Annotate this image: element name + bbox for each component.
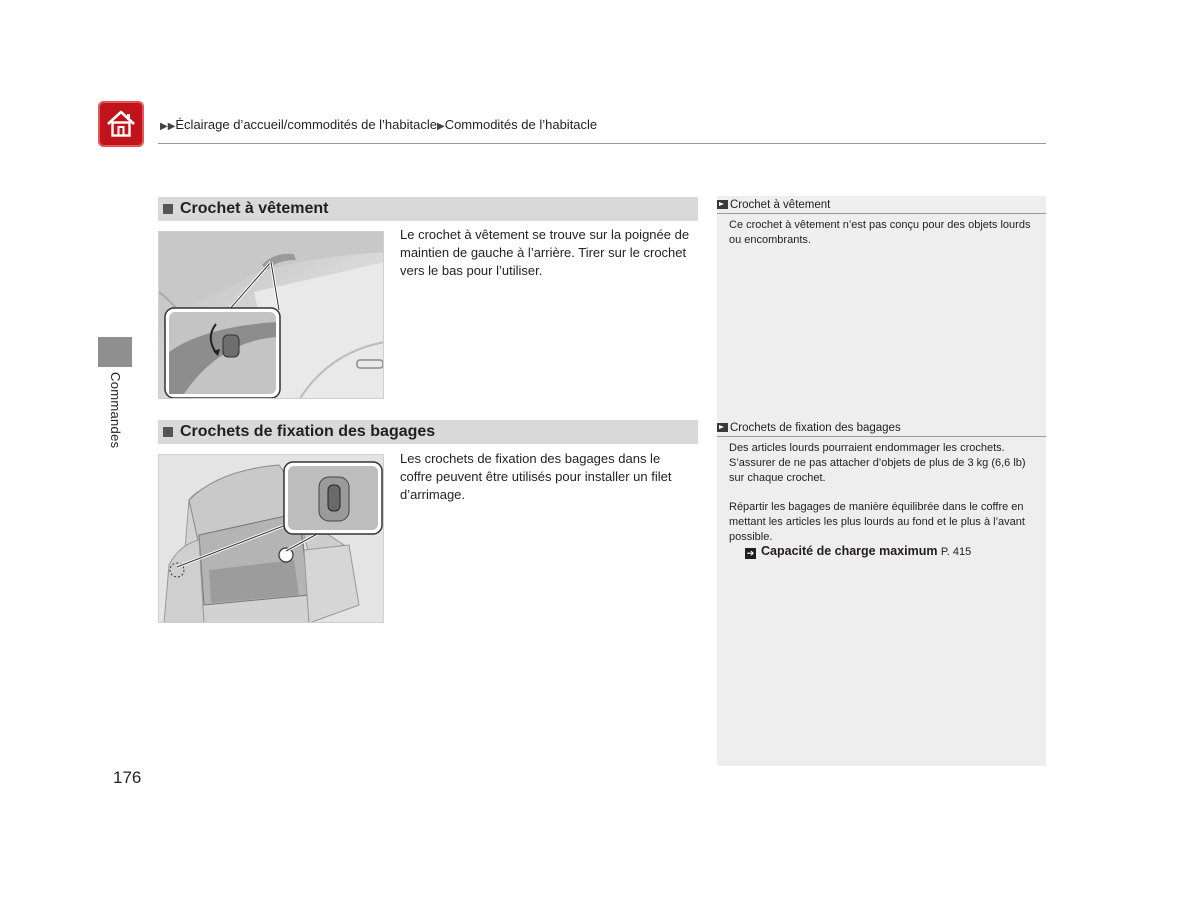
home-button[interactable] bbox=[98, 101, 144, 147]
page-number: 176 bbox=[113, 768, 142, 787]
section-body-text: Le crochet à vêtement se trouve sur la poignée de maintien de gauche à l’arrière. Tirer sur le crochet vers le bas pour l’utiliser. bbox=[400, 227, 690, 278]
coat-hook-illustration bbox=[158, 231, 384, 399]
note-text: Répartir les bagages de manière équilibrée dans le coffre en mettant les articles les plus lourds au fond et le plus à l’avant possible. bbox=[729, 501, 1025, 543]
section-bullet-icon bbox=[163, 204, 173, 214]
note-marker-icon bbox=[717, 200, 728, 209]
home-icon bbox=[104, 108, 138, 140]
chapter-tab-marker[interactable] bbox=[98, 337, 132, 367]
breadcrumb-current: Commodités de l’habitacle bbox=[444, 117, 598, 132]
note-marker-icon bbox=[717, 423, 728, 432]
section-title: Crochet à vêtement bbox=[180, 200, 329, 217]
section-title: Crochets de fixation des bagages bbox=[180, 423, 436, 440]
section-heading-cargo-hooks bbox=[158, 420, 698, 444]
breadcrumb bbox=[160, 117, 597, 132]
section-heading-coat-hook bbox=[158, 197, 698, 221]
cross-reference-link[interactable] bbox=[745, 544, 971, 559]
section-bullet-icon bbox=[163, 427, 173, 437]
note-text: Ce crochet à vêtement n’est pas conçu pour des objets lourds ou encombrants. bbox=[729, 219, 1031, 246]
note-heading-coat-hook[interactable]: Crochet à vêtement bbox=[717, 196, 1046, 214]
note-heading-cargo-hooks[interactable]: Crochets de fixation des bagages bbox=[717, 419, 1046, 437]
chapter-tab-label: Commandes bbox=[108, 372, 123, 449]
xref-label: Capacité de charge maximum bbox=[761, 544, 938, 558]
breadcrumb-arrow-icon: ▶▶ bbox=[160, 121, 176, 132]
xref-arrow-icon: ➔ bbox=[746, 548, 755, 558]
section-body-text: Les crochets de fixation des bagages dans le coffre peuvent être utilisés pour installer un filet d’arrimage. bbox=[400, 451, 672, 502]
header-divider bbox=[158, 143, 1046, 144]
cargo-hooks-illustration bbox=[158, 454, 384, 623]
xref-page: P. 415 bbox=[940, 546, 972, 558]
breadcrumb-link-lighting[interactable]: Éclairage d’accueil/commodités de l’habitacle bbox=[175, 117, 437, 132]
note-text: Des articles lourds pourraient endommager les crochets. S’assurer de ne pas attacher d’objets de plus de 3 kg (6,6 lb) sur chaque crochet. bbox=[729, 442, 1026, 484]
breadcrumb-arrow-icon: ▶ bbox=[436, 121, 445, 132]
